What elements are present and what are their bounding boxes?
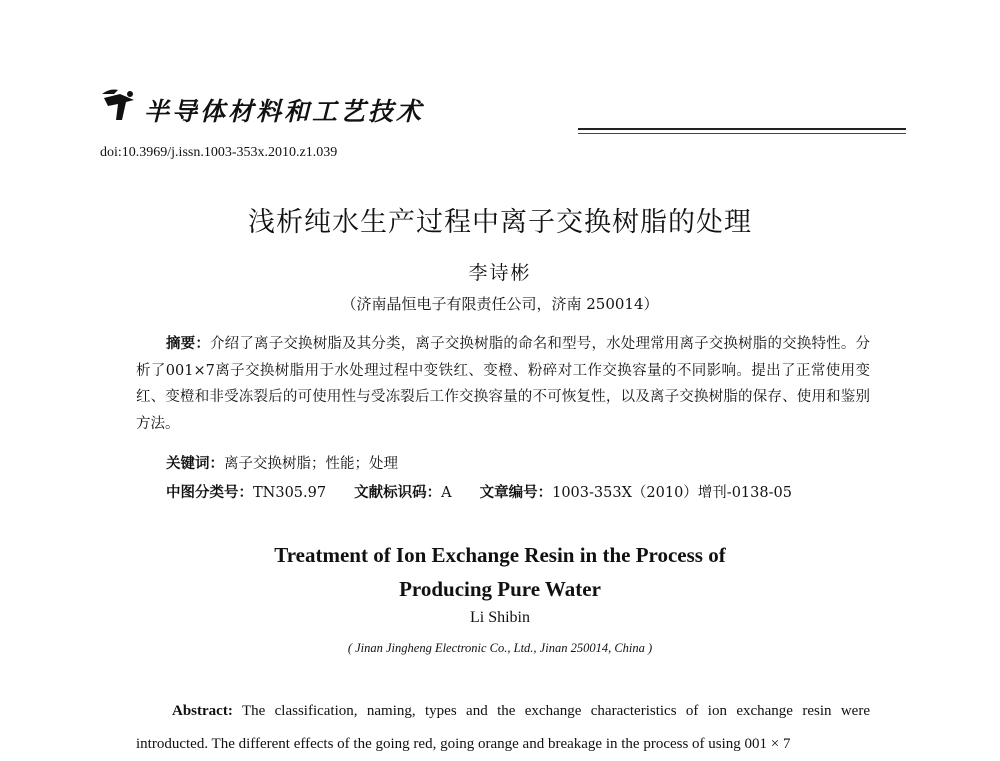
chinese-abstract-text: 介绍了离子交换树脂及其分类，离子交换树脂的命名和型号，水处理常用离子交换树脂的交换特性。分析了001×7离子交换树脂用于水处理过程中变铁红、变橙、粉碎对工作交换容量的不同影响。提出了正常使用变红、变橙和非受冻裂后的可使用性与受冻裂后工作交换容量的不可恢复性，以及离子交换树脂的保存、使用和鉴别方法。 xyxy=(136,336,871,432)
header-rule xyxy=(578,128,906,130)
journal-logo-icon xyxy=(100,88,136,124)
chinese-keywords-text: 离子交换树脂；性能；处理 xyxy=(224,456,398,472)
chinese-classification-line xyxy=(166,481,792,502)
chinese-abstract xyxy=(136,331,870,437)
english-abstract-label: Abstract: xyxy=(172,703,233,719)
english-abstract xyxy=(136,695,870,761)
chinese-keywords-label: 关键词： xyxy=(166,456,224,472)
class-label: 中图分类号： xyxy=(166,485,253,501)
article-no-label: 文章编号： xyxy=(479,485,553,501)
header-rule-thin xyxy=(578,133,906,134)
chinese-affiliation: （济南晶恒电子有限责任公司，济南 250014） xyxy=(341,295,659,313)
english-title-line1: Treatment of Ion Exchange Resin in the Process of xyxy=(274,543,726,567)
chinese-title: 浅析纯水生产过程中离子交换树脂的处理 xyxy=(248,207,752,238)
chinese-author: 李诗彬 xyxy=(468,262,532,284)
article-no-value: 1003-353X（2010）增刊-0138-05 xyxy=(552,485,792,501)
doc-code-label: 文献标识码： xyxy=(354,485,442,501)
chinese-keywords xyxy=(166,452,398,473)
chinese-abstract-label: 摘要： xyxy=(166,336,211,352)
english-author: Li Shibin xyxy=(469,609,530,626)
journal-name: 半导体材料和工艺技术 xyxy=(144,97,425,126)
english-abstract-text: The classification, naming, types and the exchange characteristics of ion exchange resin were introducted. The different effects of the going red, going orange and breakage in the process of using 001 × 7 xyxy=(136,703,870,752)
english-title-line2: Producing Pure Water xyxy=(399,577,601,601)
class-value: TN305.97 xyxy=(253,485,327,501)
english-title xyxy=(0,538,1000,606)
doc-code-value: A xyxy=(441,485,452,501)
doi[interactable]: doi:10.3969/j.issn.1003-353x.2010.z1.039 xyxy=(100,145,338,160)
english-affiliation: ( Jinan Jingheng Electronic Co., Ltd., Jinan 250014, China ) xyxy=(347,641,653,655)
